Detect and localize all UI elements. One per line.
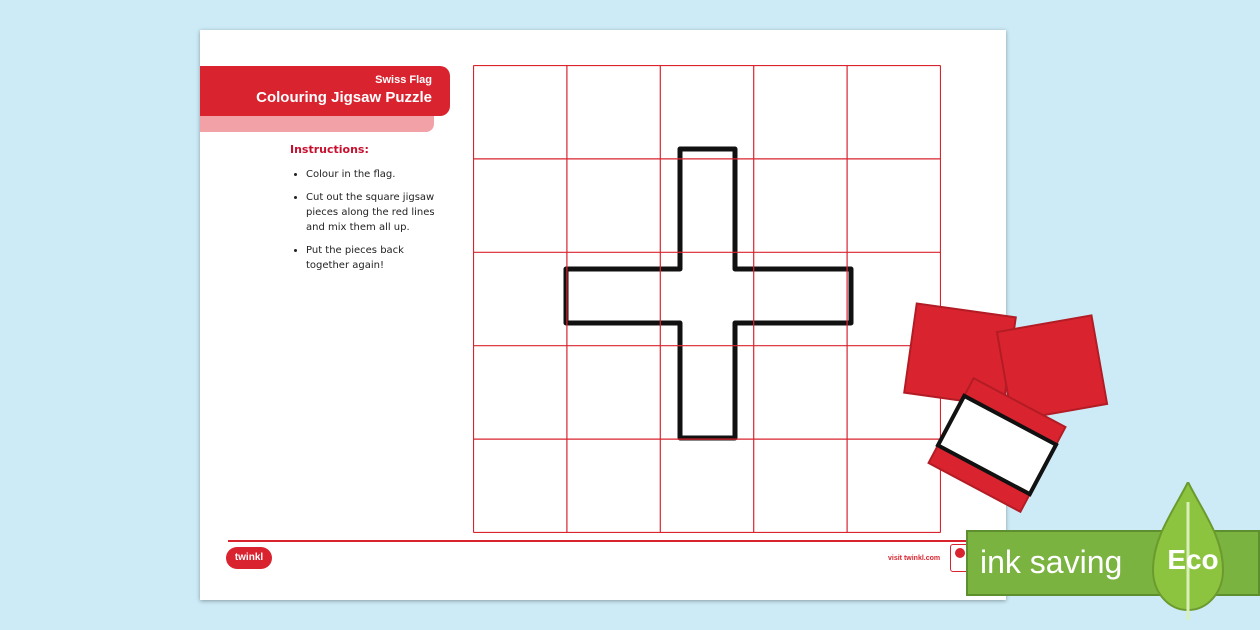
footer-divider [228,540,982,542]
worksheet-title: Colouring Jigsaw Puzzle [256,89,432,106]
instructions-panel [290,142,440,281]
worksheet-page [200,30,1006,600]
title-banner [200,66,450,116]
swiss-flag-outline [473,65,941,533]
swiss-cross-outline [566,149,851,438]
grid-lines [474,66,941,533]
instruction-item: • Cut out the square jigsaw pieces along the red lines and mix them all up. [306,190,440,235]
jigsaw-grid [473,65,941,533]
twinkl-logo: twinkl [226,547,272,569]
instruction-item: • Colour in the flag. [306,167,440,182]
instruction-item: • Put the pieces back together again! [306,243,440,273]
jigsaw-pieces-icon [900,300,1120,520]
footer-link: visit twinkl.com [888,555,941,562]
instructions-heading: Instructions: [290,143,369,156]
eco-label: Eco [1167,544,1219,575]
worksheet-subtitle: Swiss Flag [375,74,432,86]
ink-saving-label: ink saving [980,544,1123,580]
instructions-list [290,167,440,273]
